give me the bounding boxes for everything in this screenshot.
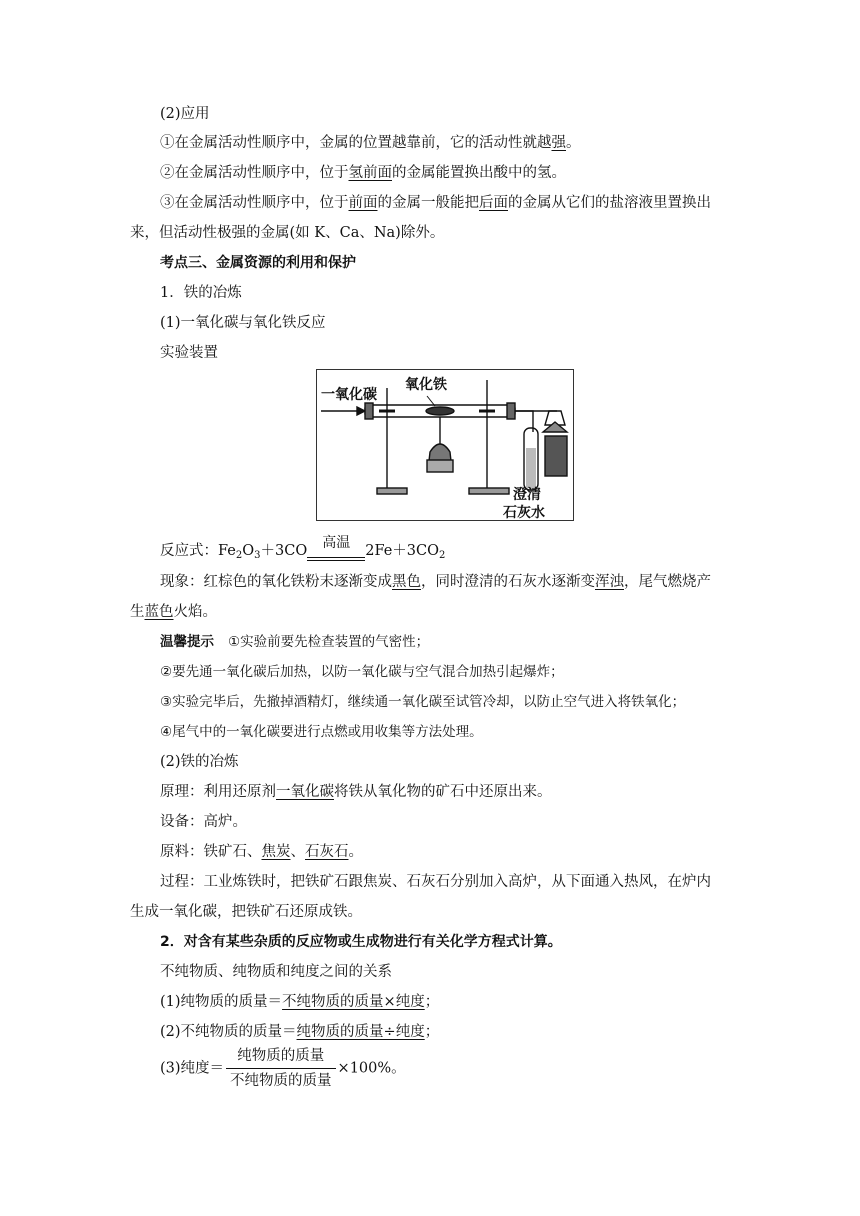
- subheading-iron-smelting: 1．铁的冶炼: [160, 285, 242, 301]
- purity-fraction: $\frac{\text{纯物质的质量}}{\text{不纯物质的质量}}$: [226, 1046, 336, 1091]
- smelting-raw-materials: 原料：铁矿石、焦炭、石灰石。: [160, 844, 363, 860]
- equation-condition-arrow: 高温: [307, 549, 365, 561]
- section-apply-title: (2)应用: [160, 106, 210, 122]
- phenomenon-line-2: 生蓝色火焰。: [130, 604, 217, 620]
- subheading-co-reaction: (1)一氧化碳与氧化铁反应: [160, 315, 326, 331]
- phenomenon-line-1: 现象：红棕色的氧化铁粉末逐渐变成黑色，同时澄清的石灰水逐渐变浑浊，尾气燃烧产: [160, 574, 711, 590]
- label-limewater-2: 石灰水: [503, 505, 545, 521]
- smelting-process-2: 生成一氧化碳，把铁矿石还原成铁。: [130, 904, 362, 920]
- calc-formula-1: (1)纯物质的质量＝不纯物质的质量×纯度；: [160, 994, 440, 1010]
- calc-formula-2: (2)不纯物质的质量＝纯物质的质量÷纯度；: [160, 1024, 440, 1040]
- apply-item-1: ①在金属活动性顺序中，金属的位置越靠前，它的活动性就越强。: [160, 135, 581, 151]
- tip-4: ④尾气中的一氧化碳要进行点燃或用收集等方法处理。: [160, 724, 483, 740]
- label-carbon-monoxide: 一氧化碳: [321, 387, 377, 403]
- label-apparatus: 实验装置: [160, 345, 218, 361]
- tip-2: ②要先通一氧化碳后加热，以防一氧化碳与空气混合加热引起爆炸；: [160, 664, 564, 680]
- label-limewater-1: 澄清: [513, 487, 541, 503]
- tips-heading: 温馨提示: [160, 634, 214, 650]
- reaction-equation: 反应式：$Fe_2O_3+3CO$ 高温 $2Fe+3CO_2$: [160, 535, 446, 561]
- tip-1: 温馨提示 ①实验前要先检查装置的气密性；: [160, 634, 430, 650]
- calc-intro: 不纯物质、纯物质和纯度之间的关系: [160, 964, 392, 980]
- apply-item-2: ②在金属活动性顺序中，位于氢前面的金属能置换出酸中的氢。: [160, 165, 566, 181]
- apply-item-3-cont: 来，但活动性极强的金属(如 K、Ca、Na)除外。: [130, 225, 445, 241]
- smelting-title: (2)铁的冶炼: [160, 754, 239, 770]
- apparatus-figure: [316, 369, 574, 521]
- apply-item-3: ③在金属活动性顺序中，位于前面的金属一般能把后面的金属从它们的盐溶液里置换出: [160, 195, 711, 211]
- section-heading-3: 考点三、金属资源的利用和保护: [160, 255, 356, 271]
- calc-title: 2．对含有某些杂质的反应物或生成物进行有关化学方程式计算。: [160, 934, 562, 950]
- smelting-principle: 原理：利用还原剂一氧化碳将铁从氧化物的矿石中还原出来。: [160, 784, 552, 800]
- smelting-process-1: 过程：工业炼铁时，把铁矿石跟焦炭、石灰石分别加入高炉，从下面通入热风，在炉内: [160, 874, 711, 890]
- tip-3: ③实验完毕后，先撤掉酒精灯，继续通一氧化碳至试管冷却，以防止空气进入将铁氧化；: [160, 694, 686, 710]
- calc-formula-3: (3)纯度＝ $\frac{\text{纯物质的质量}}{\text{不纯物质的质量}}$ ×100%。: [160, 1048, 406, 1089]
- smelting-equipment: 设备：高炉。: [160, 814, 247, 830]
- label-iron-oxide: 氧化铁: [405, 377, 447, 393]
